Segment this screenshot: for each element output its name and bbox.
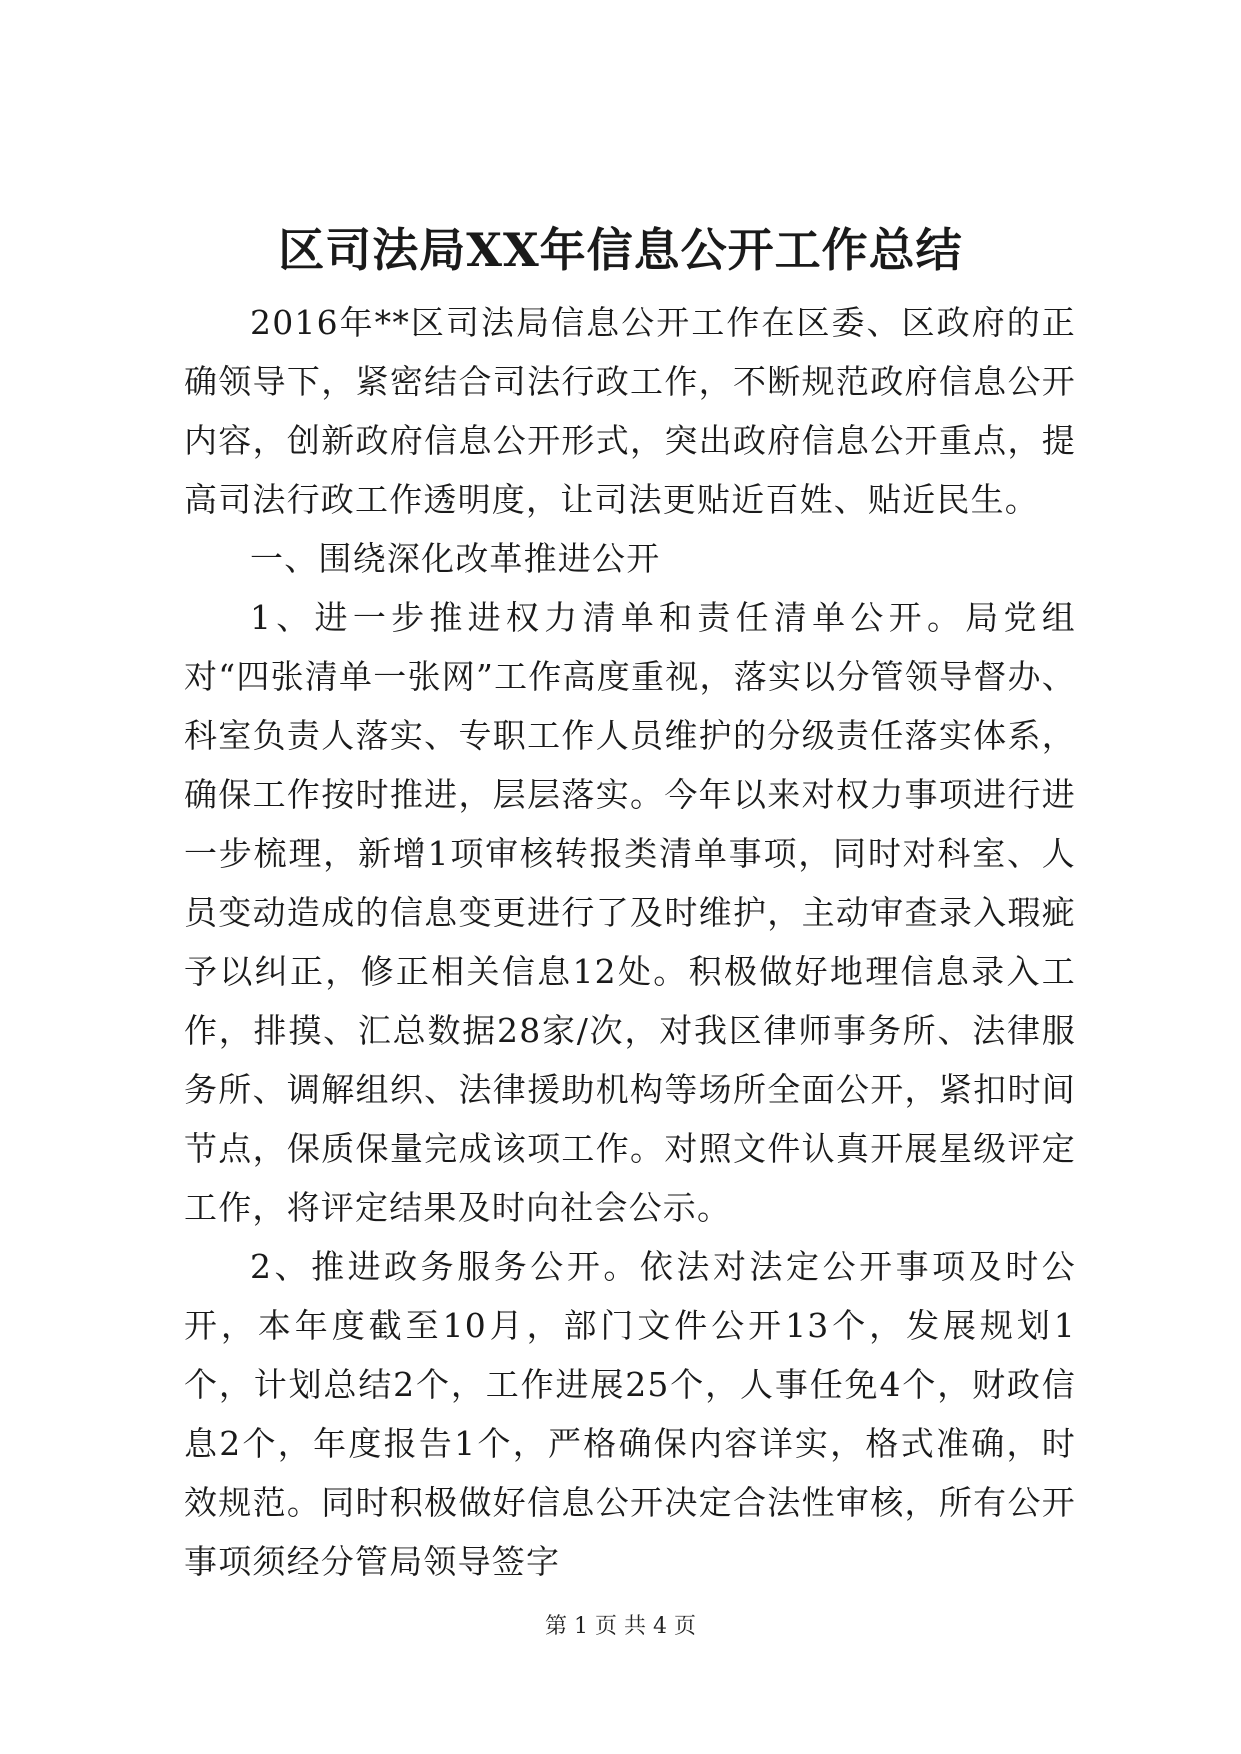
paragraph-item-2: 2、推进政务服务公开。依法对法定公开事项及时公开，本年度截至10月，部门文件公开13个，发展规划1个，计划总结2个，工作进展25个，人事任免4个，财政信息2个，年度报告1个，严格确保内容详实，格式准确，时效规范。同时积极做好信息公开决定合法性审核，所有公开事项须经分管局领导签字 xyxy=(184,1247,1076,1581)
document-body xyxy=(184,293,1076,1591)
page-footer: 第 1 页 共 4 页 xyxy=(545,1614,696,1639)
document-title: 区司法局XX年信息公开工作总结 xyxy=(278,223,963,277)
paragraph-intro: 2016年**区司法局信息公开工作在区委、区政府的正确领导下，紧密结合司法行政工作，不断规范政府信息公开内容，创新政府信息公开形式，突出政府信息公开重点，提高司法行政工作透明度，让司法更贴近百姓、贴近民生。 xyxy=(184,303,1076,519)
section-heading-1: 一、围绕深化改革推进公开 xyxy=(250,539,661,578)
paragraph-item-1: 1、进一步推进权力清单和责任清单公开。局党组对“四张清单一张网”工作高度重视，落实以分管领导督办、科室负责人落实、专职工作人员维护的分级责任落实体系，确保工作按时推进，层层落实。今年以来对权力事项进行进一步梳理，新增1项审核转报类清单事项，同时对科室、人员变动造成的信息变更进行了及时维护，主动审查录入瑕疵予以纠正，修正相关信息12处。积极做好地理信息录入工作，排摸、汇总数据28家/次，对我区律师事务所、法律服务所、调解组织、法律援助机构等场所全面公开，紧扣时间节点，保质保量完成该项工作。对照文件认真开展星级评定工作，将评定结果及时向社会公示。 xyxy=(184,598,1076,1227)
